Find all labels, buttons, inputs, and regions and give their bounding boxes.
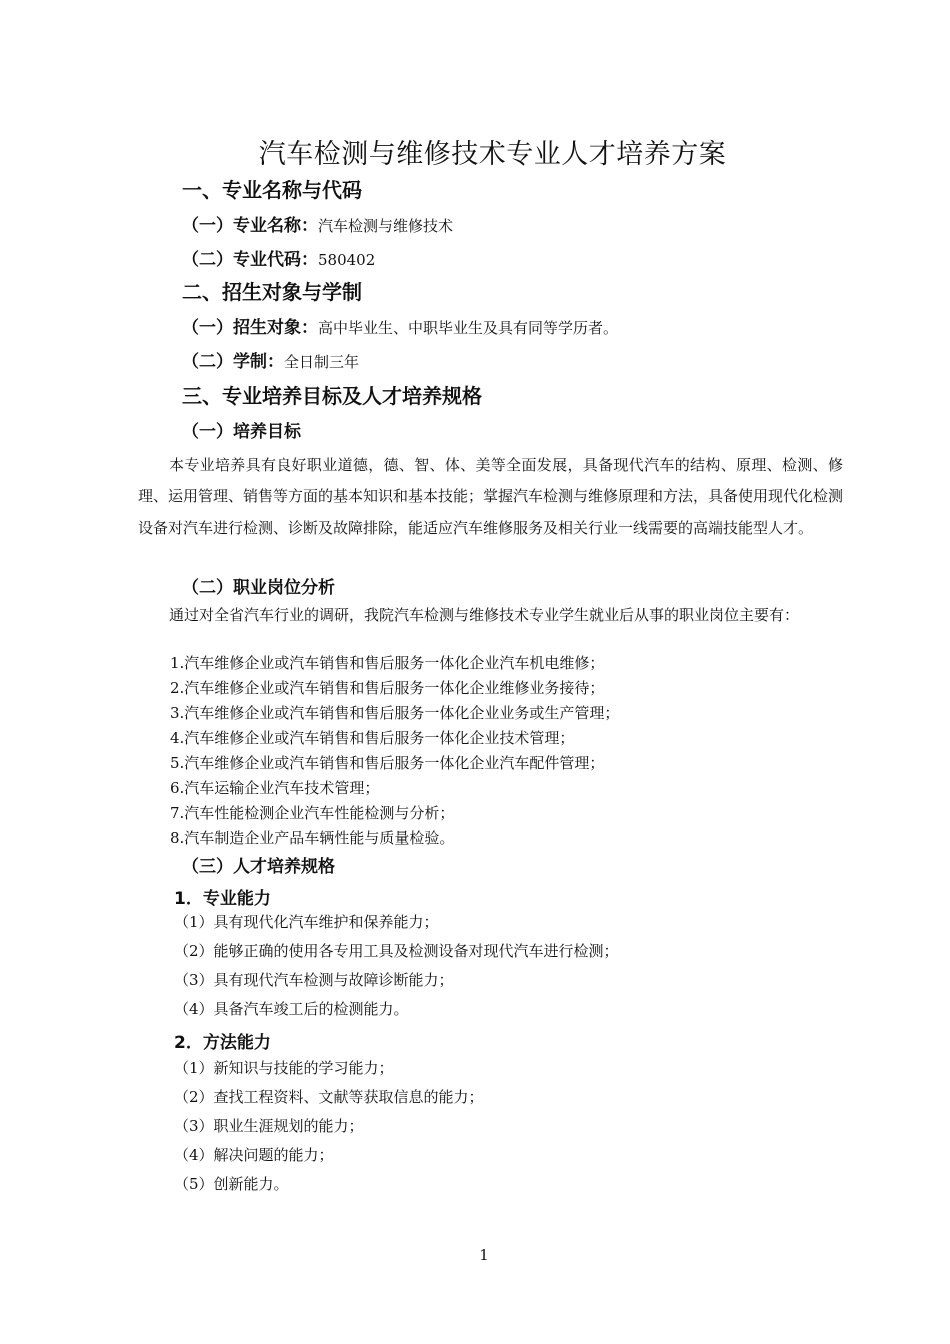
list-item: 7.汽车性能检测企业汽车性能检测与分析； xyxy=(170,804,455,822)
enrollment-target-value: 高中毕业生、中职毕业生及具有同等学历者。 xyxy=(318,319,619,337)
professional-ability-heading: 1．专业能力 xyxy=(174,889,271,909)
job-analysis-heading: （二）职业岗位分析 xyxy=(182,578,335,598)
study-system-label: （二）学制： xyxy=(182,352,284,372)
list-item: 5.汽车维修企业或汽车销售和售后服务一体化企业汽车配件管理； xyxy=(170,754,605,772)
list-item: （3）职业生涯规划的能力； xyxy=(174,1117,364,1135)
section-2-heading: 二、招生对象与学制 xyxy=(182,280,362,304)
job-list xyxy=(170,651,619,851)
job-analysis-intro: 通过对全省汽车行业的调研，我院汽车检测与维修技术专业学生就业后从事的职业岗位主要有： xyxy=(169,606,800,624)
list-item: （2）能够正确的使用各专用工具及检测设备对现代汽车进行检测； xyxy=(174,942,619,960)
major-code-label: （二）专业代码： xyxy=(182,250,318,270)
list-item: （3）具有现代汽车检测与故障诊断能力； xyxy=(174,971,454,989)
list-item: （2）查找工程资料、文献等获取信息的能力； xyxy=(174,1088,484,1106)
section-3-heading: 三、专业培养目标及人才培养规格 xyxy=(182,384,482,408)
page-number: 1 xyxy=(479,1246,489,1264)
document-title: 汽车检测与维修技术专业人才培养方案 xyxy=(258,139,727,170)
study-system-value: 全日制三年 xyxy=(284,353,360,371)
professional-ability-list xyxy=(174,908,619,1024)
list-item: （4）解决问题的能力； xyxy=(174,1146,334,1164)
major-code-line xyxy=(182,245,375,270)
major-code-value: 580402 xyxy=(318,251,376,269)
talent-spec-heading: （三）人才培养规格 xyxy=(182,857,335,877)
training-goal-heading: （一）培养目标 xyxy=(182,422,301,442)
list-item: 1.汽车维修企业或汽车销售和售后服务一体化企业汽车机电维修； xyxy=(170,654,605,672)
list-item: 3.汽车维修企业或汽车销售和售后服务一体化企业业务或生产管理； xyxy=(170,704,620,722)
list-item: 6.汽车运输企业汽车技术管理； xyxy=(170,779,380,797)
method-ability-heading: 2．方法能力 xyxy=(174,1033,271,1053)
major-name-label: （一）专业名称： xyxy=(182,216,318,236)
list-item: （5）创新能力。 xyxy=(174,1175,289,1193)
major-name-value: 汽车检测与维修技术 xyxy=(318,217,454,235)
training-goal-paragraph: 本专业培养具有良好职业道德，德、智、体、美等全面发展，具备现代汽车的结构、原理、检测、修理、运用管理、销售等方面的基本知识和基本技能；掌握汽车检测与维修原理和方法，具备使用现代化检测设备对汽车进行检测、诊断及故障排除，能适应汽车维修服务及相关行业一线需要的高端技能型人才。 xyxy=(138,456,844,537)
list-item: 2.汽车维修企业或汽车销售和售后服务一体化企业维修业务接待； xyxy=(170,679,605,697)
list-item: （1）具有现代化汽车维护和保养能力； xyxy=(174,913,439,931)
major-name-line xyxy=(182,211,453,236)
enrollment-target-label: （一）招生对象： xyxy=(182,318,318,338)
enrollment-target-line xyxy=(182,313,618,338)
study-system-line xyxy=(182,347,359,372)
list-item: （1）新知识与技能的学习能力； xyxy=(174,1059,394,1077)
method-ability-list xyxy=(174,1054,484,1199)
list-item: 4.汽车维修企业或汽车销售和售后服务一体化企业技术管理； xyxy=(170,729,575,747)
list-item: 8.汽车制造企业产品车辆性能与质量检验。 xyxy=(170,829,455,847)
list-item: （4）具备汽车竣工后的检测能力。 xyxy=(174,1000,409,1018)
section-1-heading: 一、专业名称与代码 xyxy=(182,178,362,202)
